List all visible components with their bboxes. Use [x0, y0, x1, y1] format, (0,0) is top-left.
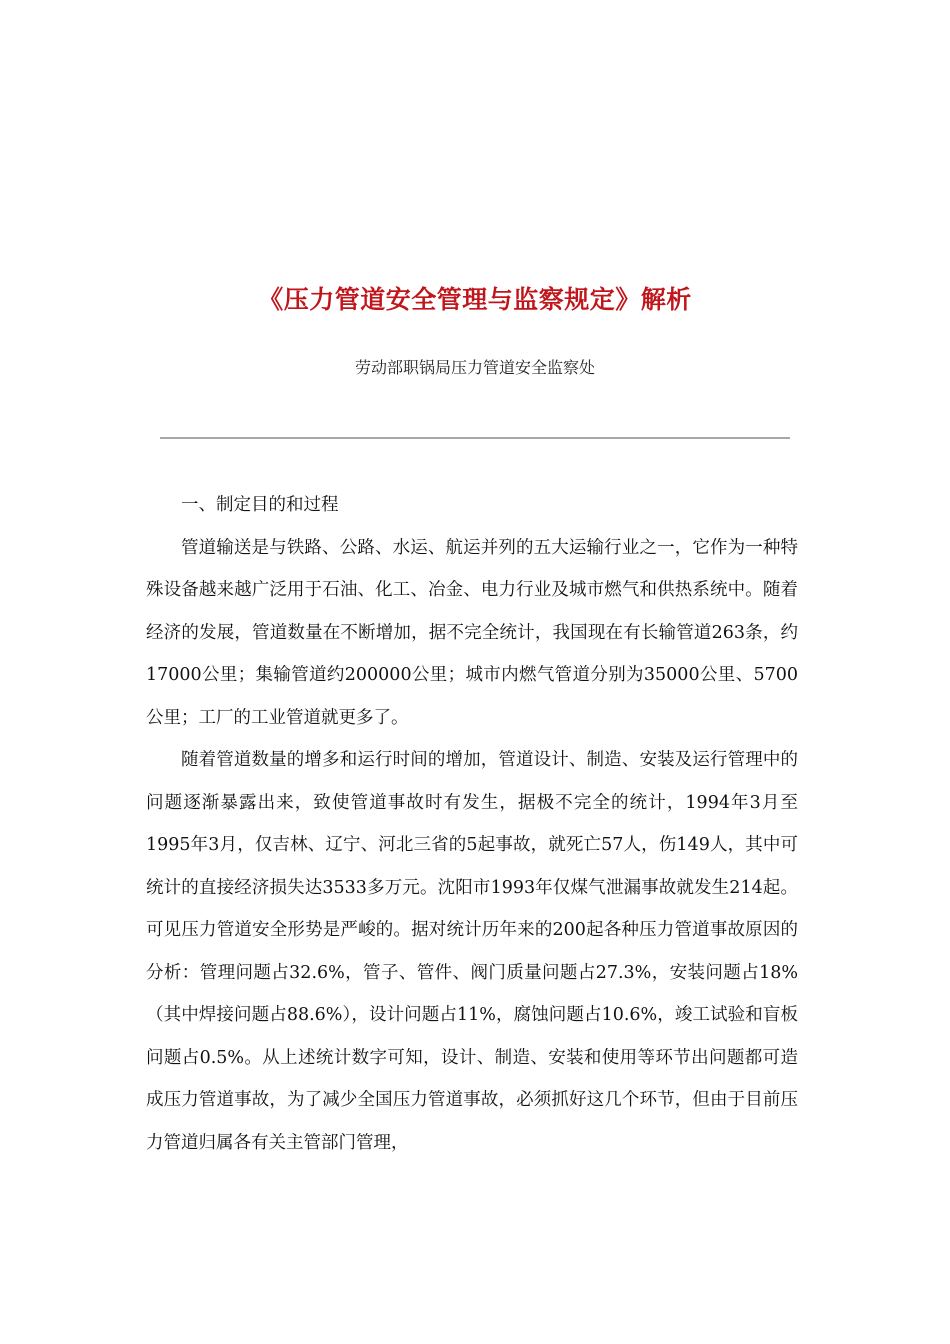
title-divider [160, 437, 790, 439]
section-heading: 一、制定目的和过程 [181, 495, 339, 515]
document-title: 《压力管道安全管理与监察规定》解析 [258, 285, 692, 314]
body-paragraph: 管道输送是与铁路、公路、水运、航运并列的五大运输行业之一，它作为一种特殊设备越来越广泛用于石油、化工、冶金、电力行业及城市燃气和供热系统中。随着经济的发展，管道数量在不断增加，据不完全统计，我国现在有长输管道263条，约17000公里；集输管道约200000公里；城市内燃气管道分别为35000公里、5700公里；工厂的工业管道就更多了。 [146, 537, 798, 728]
body-paragraph: 随着管道数量的增多和运行时间的增加，管道设计、制造、安装及运行管理中的问题逐渐暴露出来，致使管道事故时有发生，据极不完全的统计，1994年3月至1995年3月，仅吉林、辽宁、河北三省的5起事故，就死亡57人，伤149人，其中可统计的直接经济损失达3533多万元。沈阳市1993年仅煤气泄漏事故就发生214起。可见压力管道安全形势是严峻的。据对统计历年来的200起各种压力管道事故原因的分析：管理问题占32.6%，管子、管件、阀门质量问题占27.3%，安装问题占18%（其中焊接问题占88.6%），设计问题占11%，腐蚀问题占10.6%，竣工试验和盲板问题占0.5%。从上述统计数字可知，设计、制造、安装和使用等环节出问题都可造成压力管道事故，为了减少全国压力管道事故，必须抓好这几个环节，但由于目前压力管道归属各有关主管部门管理， [146, 750, 798, 1153]
document-body [146, 484, 798, 1164]
document-author: 劳动部职锅局压力管道安全监察处 [354, 358, 595, 377]
